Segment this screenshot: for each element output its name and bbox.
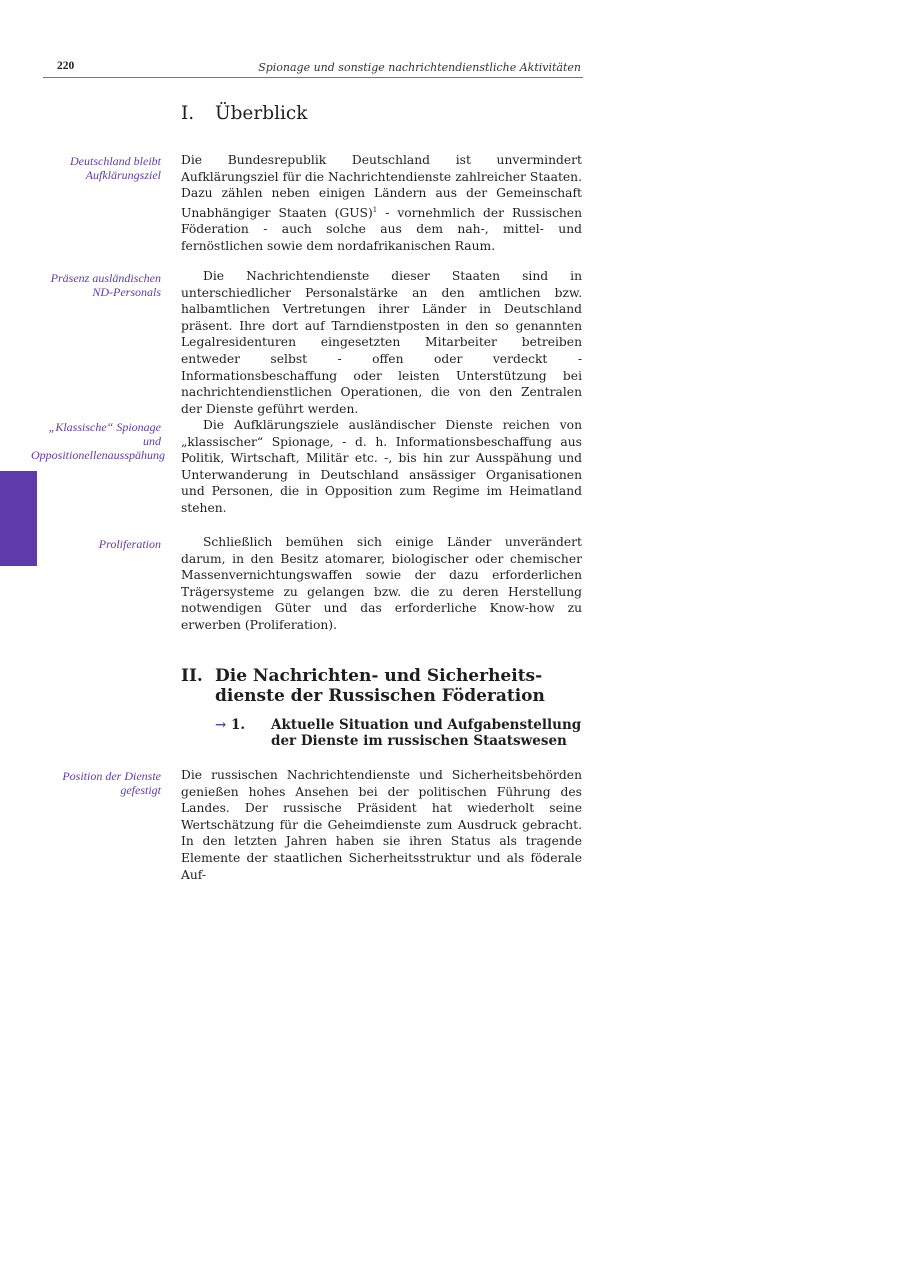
section-title-line: dienste der Russischen Föderation: [215, 686, 545, 706]
footnote-marker[interactable]: 1: [372, 205, 378, 214]
marginal-note: Präsenz ausländischen ND-Personals: [50, 271, 161, 299]
arrow-right-icon: →: [215, 717, 227, 733]
marginal-note: Position der Dienste gefestigt: [62, 769, 161, 797]
marginal-note: Proliferation: [98, 537, 161, 551]
section-title: Überblick: [215, 103, 308, 124]
chapter-thumb-tab: [0, 471, 37, 566]
page-number: 220: [57, 60, 75, 72]
paragraph: Die Nachrichtendienste dieser Staaten sind in unterschiedlicher Personalstärke an den amtlichen bzw. halbamtlichen Vertretungen ihrer Länder in Deutschland präsent. Ihre dort auf Tarndienstposten in den so genannten Legalresidenturen eingesetzten Mitarbeiter betreiben entweder selbst - offen oder verdeckt - Informationsbeschaffung oder leisten Unterstützung bei nachrichtendienstlichen Operationen, die von den Zentralen der Dienste geführt werden.: [181, 269, 582, 416]
section-heading-1: [181, 104, 307, 124]
section-number: I.: [181, 103, 195, 124]
paragraph: [181, 152, 582, 255]
paragraph-text: Die Bundesrepublik Deutschland ist unvermindert Aufklärungsziel für die Nachrichtendienste zahlreicher Staaten. Dazu zählen neben einigen Ländern aus der Gemeinschaft Unabhängiger Staaten (GUS): [181, 153, 582, 220]
header-rule: [43, 77, 583, 78]
paragraph: Die russischen Nachrichtendienste und Sicherheitsbehörden genießen hohes Ansehen bei der politischen Führung des Landes. Der russische Präsident hat wiederholt seine Wertschätzung für die Geheimdienste zum Ausdruck gebracht. In den letzten Jahren haben sie ihren Status als tragende Elemente der staatlichen Sicherheitsstruktur und als föderale Auf-: [181, 768, 582, 882]
running-title: Spionage und sonstige nachrichtendienstliche Aktivitäten: [258, 61, 581, 74]
paragraph: Schließlich bemühen sich einige Länder unverändert darum, in den Besitz atomarer, biologischer oder chemischer Massenvernichtungswaffen sowie der dazu erforderlichen Trägersysteme zu gelangen bzw. die zu deren Herstellung notwendigen Güter und das erforderliche Know-how zu erwerben (Proliferation).: [181, 535, 582, 632]
marginal-note: „Klassische“ Spionage und Oppositionellenausspähung: [31, 420, 165, 462]
subsection-title-line: der Dienste im russischen Staatswesen: [271, 733, 567, 749]
paragraph-text: - vornehmlich der Russischen Föderation - auch solche aus dem nah-, mittel- und fernöstlichen sowie dem nordafrikanischen Raum.: [181, 205, 582, 254]
section-title-line: Die Nachrichten- und Sicherheits-: [215, 666, 543, 686]
subsection-number: 1.: [231, 717, 246, 733]
paragraph: Die Aufklärungsziele ausländischer Dienste reichen von „klassischer“ Spionage, - d. h. Informationsbeschaffung aus Politik, Wirtschaft, Militär etc. -, bis hin zur Ausspähung und Unterwanderung in Deutschland ansässiger Organisationen und Personen, die in Opposition zum Regime im Heimatland stehen.: [181, 418, 582, 515]
section-heading-2: [181, 666, 545, 706]
subsection-heading: [215, 717, 581, 749]
subsection-title-line: Aktuelle Situation und Aufgabenstellung: [271, 717, 582, 733]
marginal-note: Deutschland bleibt Aufklärungsziel: [70, 154, 161, 182]
section-number: II.: [181, 666, 203, 686]
